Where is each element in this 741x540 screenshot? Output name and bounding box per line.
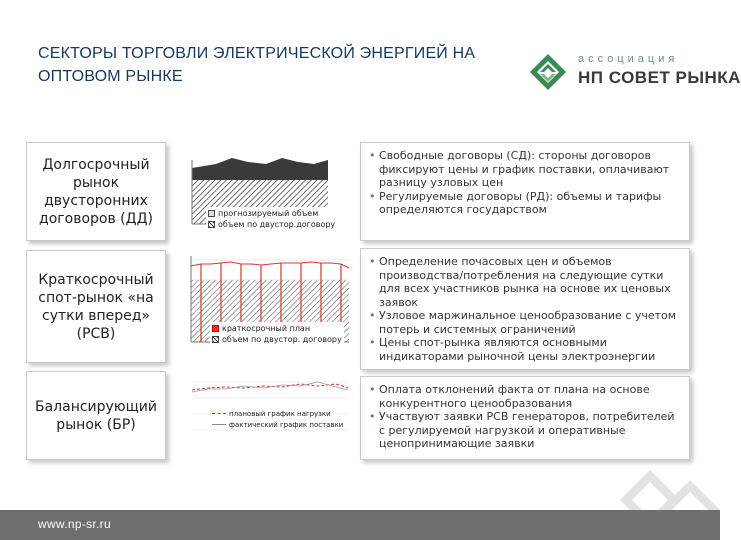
- list-item: • Узловое маржинальное ценообразование с учетом потерь и системных ограничений: [369, 309, 681, 336]
- legend-item: [208, 208, 335, 219]
- legend-item: [212, 408, 343, 419]
- logo-association-text: ассоциация: [578, 53, 679, 65]
- bullet-list: [369, 255, 681, 363]
- legend-label: плановый график нагрузки: [229, 409, 331, 418]
- logo-name-text: НП СОВЕТ РЫНКА: [578, 68, 741, 87]
- sector-label-text: Балансирующий рынок (БР): [34, 398, 157, 433]
- sector-description-br: [360, 376, 690, 460]
- legend-swatch: [208, 210, 215, 217]
- legend-label: объем по двустор. договору: [222, 335, 342, 344]
- rsv-chart-legend: [210, 322, 344, 346]
- legend-label: прогнозируемый объем: [218, 209, 319, 218]
- legend-swatch: [212, 325, 219, 332]
- footer-url-link[interactable]: www.np-sr.ru: [38, 517, 111, 531]
- legend-swatch: [212, 413, 226, 414]
- legend-label: фактический график поставки: [229, 420, 344, 429]
- legend-item: [208, 219, 335, 230]
- list-item: • Цены спот-рынка являются основными индикаторами рыночной цены электроэнергии: [369, 336, 681, 363]
- sector-label-text: Долгосрочный рынок двусторонних договоров (ДД): [39, 156, 153, 227]
- br-chart-legend: [212, 408, 343, 430]
- list-item: • Оплата отклонений факта от плана на основе конкурентного ценообразования: [369, 383, 681, 410]
- sector-label-rsv: [26, 250, 166, 363]
- bullet-list: [369, 383, 681, 451]
- legend-label: объем по двустор.договору: [218, 220, 336, 229]
- sector-label-text: Краткосрочный спот-рынок «на сутки вперед» (РСВ): [38, 271, 154, 342]
- logo: [528, 50, 741, 96]
- arrows-logo-icon: [528, 52, 568, 92]
- sector-label-br: [26, 371, 166, 460]
- legend-item: [212, 419, 343, 430]
- legend-item: [212, 334, 342, 345]
- list-item: • Участвуют заявки РСВ генераторов, потребителей с регулируемой нагрузкой и оперативные ценопринимающие заявки: [369, 410, 681, 451]
- bullet-list: [369, 149, 681, 217]
- legend-label: краткосрочный план: [222, 324, 311, 333]
- legend-swatch: [208, 221, 215, 228]
- page-title: СЕКТОРЫ ТОРГОВЛИ ЭЛЕКТРИЧЕСКОЙ ЭНЕРГИЕЙ НА ОПТОВОМ РЫНКЕ: [38, 45, 476, 85]
- legend-swatch: [212, 424, 226, 425]
- legend-swatch: [212, 336, 219, 343]
- footer-bar: [0, 510, 720, 540]
- dd-chart-legend: [206, 207, 337, 231]
- list-item: • Свободные договоры (СД): стороны договоров фиксируют цены и график поставки, оплачивают разницу узловых цен: [369, 149, 681, 190]
- sector-description-dd: [360, 142, 690, 241]
- legend-item: [212, 323, 342, 334]
- sector-description-rsv: [360, 248, 690, 370]
- list-item: • Регулируемые договоры (РД): объемы и тарифы определяются государством: [369, 190, 681, 217]
- list-item: • Определение почасовых цен и объемов производства/потребления на следующие сутки для всех участников рынка на основе их ценовых заявок: [369, 255, 681, 309]
- sector-label-dd: [26, 142, 166, 241]
